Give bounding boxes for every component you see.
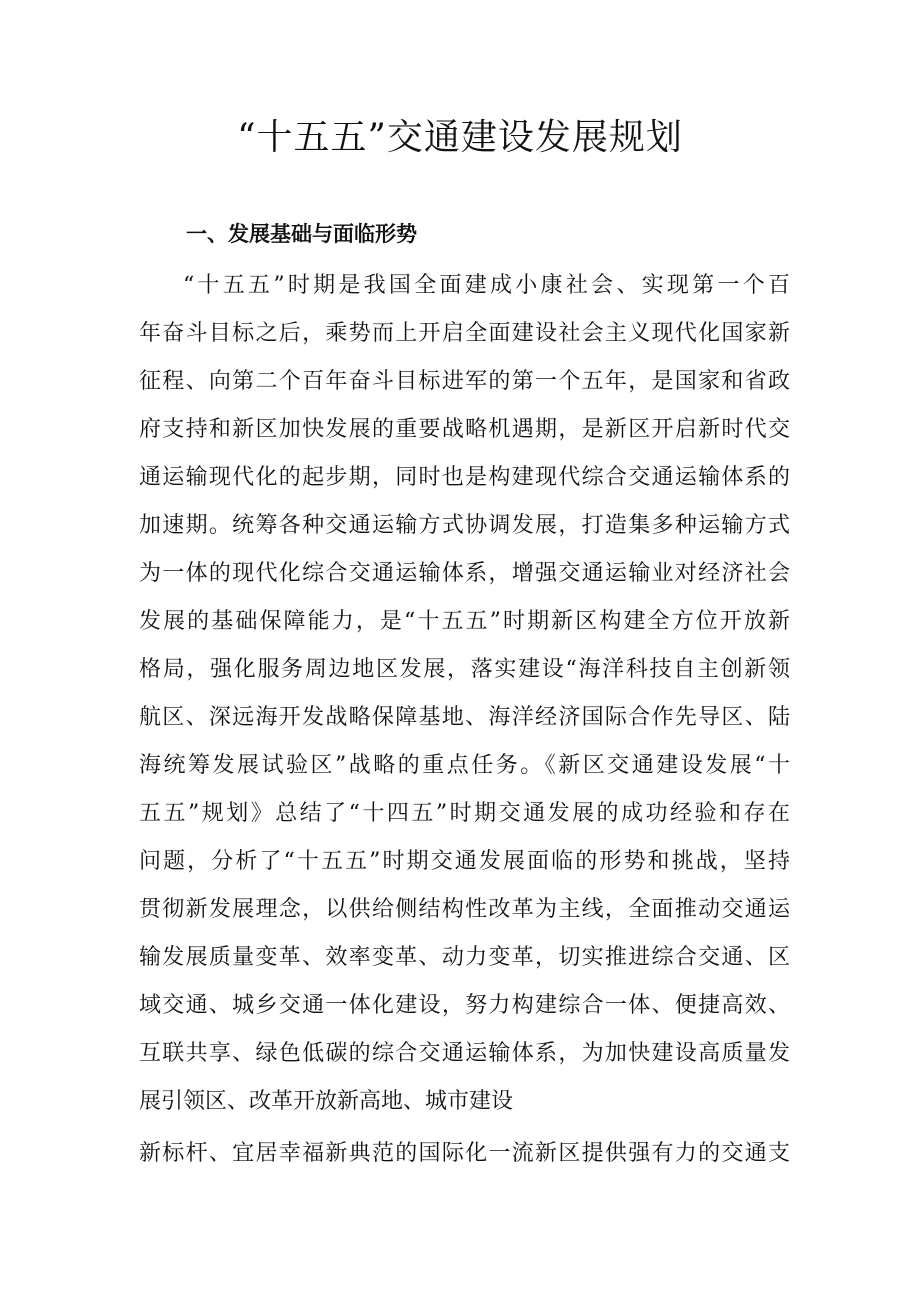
paragraph-line: 贯彻新发展理念，以供给侧结构性改革为主线，全面推动交通运 bbox=[139, 897, 790, 922]
paragraph-line: 输发展质量变革、效率变革、动力变革，切实推进综合交通、区 bbox=[139, 945, 790, 970]
body-paragraph bbox=[139, 262, 790, 1178]
paragraph-line: 发展的基础保障能力，是“十五五”时期新区构建全方位开放新 bbox=[139, 609, 790, 634]
paragraph-line: 府支持和新区加快发展的重要战略机遇期，是新区开启新时代交 bbox=[139, 417, 790, 442]
paragraph-line: 展引领区、改革开放新高地、城市建设 bbox=[139, 1089, 514, 1114]
paragraph-line: 互联共享、绿色低碳的综合交通运输体系，为加快建设高质量发 bbox=[139, 1041, 790, 1066]
paragraph-line: 海统筹发展试验区”战略的重点任务。《新区交通建设发展“十 bbox=[139, 753, 790, 778]
paragraph-line: 航区、深远海开发战略保障基地、海洋经济国际合作先导区、陆 bbox=[139, 705, 790, 730]
paragraph-line: 为一体的现代化综合交通运输体系，增强交通运输业对经济社会 bbox=[139, 561, 790, 586]
continuation-line: 新标杆、宜居幸福新典范的国际化一流新区提供强有力的交通支 bbox=[139, 1141, 790, 1166]
paragraph-line: 征程、向第二个百年奋斗目标进军的第一个五年，是国家和省政 bbox=[139, 369, 790, 394]
paragraph-line: 通运输现代化的起步期，同时也是构建现代综合交通运输体系的 bbox=[139, 465, 790, 490]
section-heading: 一、发展基础与面临形势 bbox=[186, 222, 417, 246]
paragraph-line: 格局，强化服务周边地区发展，落实建设“海洋科技自主创新领 bbox=[139, 657, 790, 682]
paragraph-line: 域交通、城乡交通一体化建设，努力构建综合一体、便捷高效、 bbox=[139, 993, 790, 1018]
paragraph-line: 问题，分析了“十五五”时期交通发展面临的形势和挑战，坚持 bbox=[139, 849, 790, 874]
paragraph-line: 五五”规划》总结了“十四五”时期交通发展的成功经验和存在 bbox=[139, 801, 790, 826]
document-title: “十五五”交通建设发展规划 bbox=[237, 117, 683, 158]
paragraph-line: 加速期。统筹各种交通运输方式协调发展，打造集多种运输方式 bbox=[139, 513, 790, 538]
paragraph-line: 年奋斗目标之后，乘势而上开启全面建设社会主义现代化国家新 bbox=[139, 321, 790, 346]
paragraph-line: “十五五”时期是我国全面建成小康社会、实现第一个百 bbox=[183, 273, 790, 298]
